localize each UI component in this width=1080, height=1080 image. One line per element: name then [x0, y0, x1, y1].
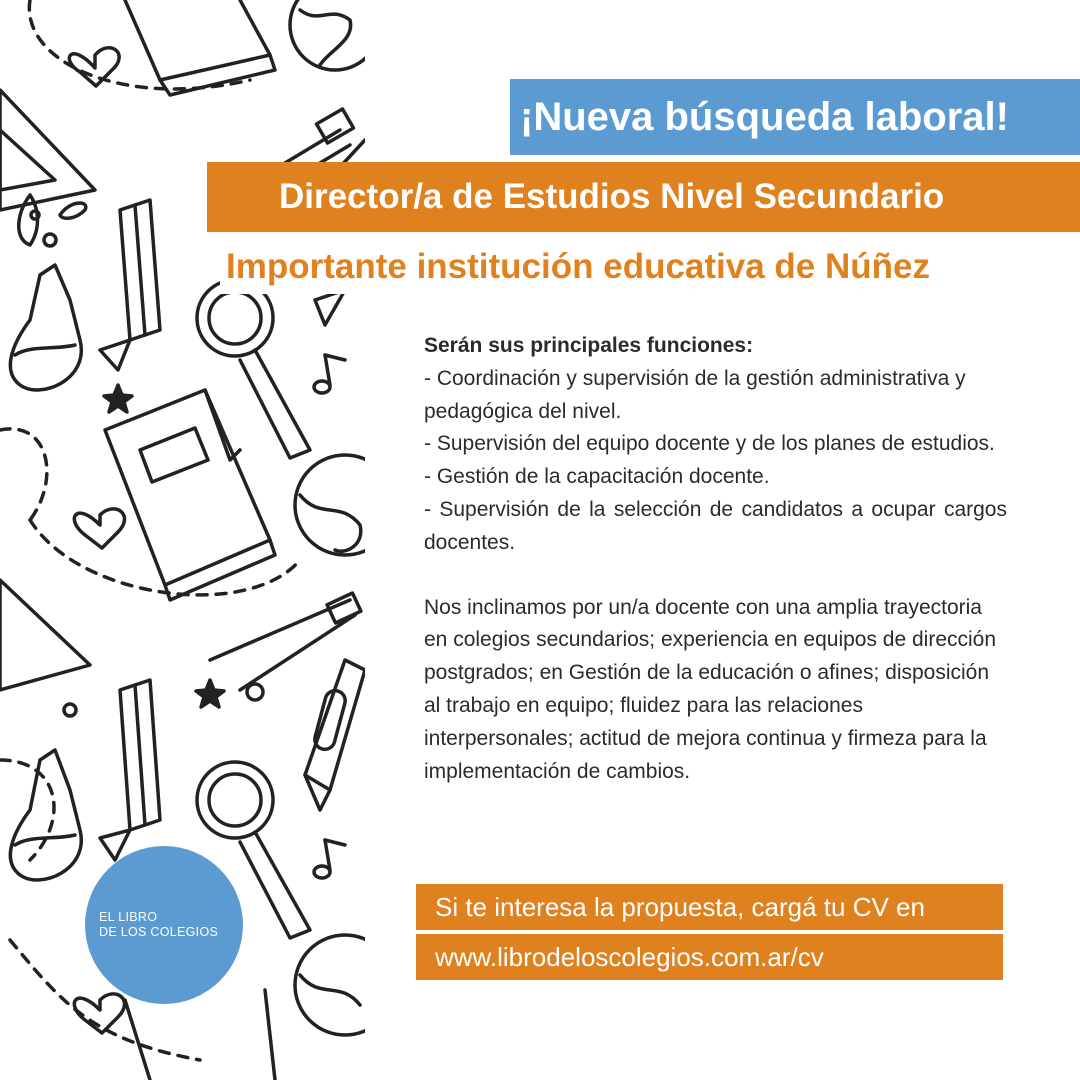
logo-line-1: EL LIBRO	[99, 910, 158, 924]
music-note-icon	[314, 355, 345, 393]
dashed-line-decoration	[0, 760, 54, 860]
cta-url-link[interactable]: www.librodeloscolegios.com.ar/cv	[416, 934, 1003, 980]
triangle-shape	[315, 290, 345, 325]
job-description	[424, 330, 1007, 788]
pencil-icon	[100, 680, 160, 860]
function-item: - Coordinación y supervisión de la gestión administrativa y pedagógica del nivel.	[424, 366, 966, 423]
triangle-ruler-icon	[0, 580, 90, 690]
globe-icon	[295, 935, 365, 1035]
headline-banner: ¡Nueva búsqueda laboral!	[510, 79, 1080, 155]
globe-icon	[290, 0, 365, 70]
cta-banner-text: Si te interesa la propuesta, cargá tu CV en	[416, 884, 1003, 930]
function-item: - Gestión de la capacitación docente.	[424, 465, 770, 489]
profile-paragraph: Nos inclinamos por un/a docente con una amplia trayectoria en colegios secundarios; experiencia en equipos de dirección postgrados; en Gestión de la educación o afines; disposición al trabajo en equipo; fluidez para las relaciones interpersonales; actitud de mejora continua y firmeza para la implementación de cambios.	[424, 595, 997, 783]
star-icon	[104, 385, 132, 412]
flask-icon	[10, 704, 81, 880]
dashed-line-decoration	[29, 0, 250, 89]
brand-logo	[85, 846, 243, 1004]
magnifying-glass-icon	[197, 280, 310, 458]
institution-subtitle: Importante institución educativa de Núñez	[226, 247, 930, 286]
music-note-icon	[314, 840, 345, 878]
book-icon	[125, 0, 275, 95]
crayon-icon	[305, 660, 365, 810]
functions-heading: Serán sus principales funciones:	[424, 334, 754, 357]
position-title-banner: Director/a de Estudios Nivel Secundario	[207, 162, 1080, 232]
logo-line-2: DE LOS COLEGIOS	[99, 925, 219, 939]
function-item: - Supervisión del equipo docente y de los planes de estudios.	[424, 432, 995, 456]
heart-icon	[69, 48, 119, 86]
function-item: - Supervisión de la selección de candidatos a ocupar cargos docentes.	[424, 497, 1007, 554]
book-icon	[125, 990, 275, 1080]
paragraph-spacer	[424, 560, 1007, 592]
notebook-icon	[105, 390, 275, 600]
leaf-icon	[60, 203, 86, 218]
triangle-ruler-icon	[0, 90, 95, 210]
globe-icon	[295, 455, 365, 555]
star-icon	[196, 680, 224, 707]
pencil-icon	[100, 200, 160, 370]
dashed-line-decoration	[0, 429, 47, 520]
heart-icon	[74, 509, 124, 548]
